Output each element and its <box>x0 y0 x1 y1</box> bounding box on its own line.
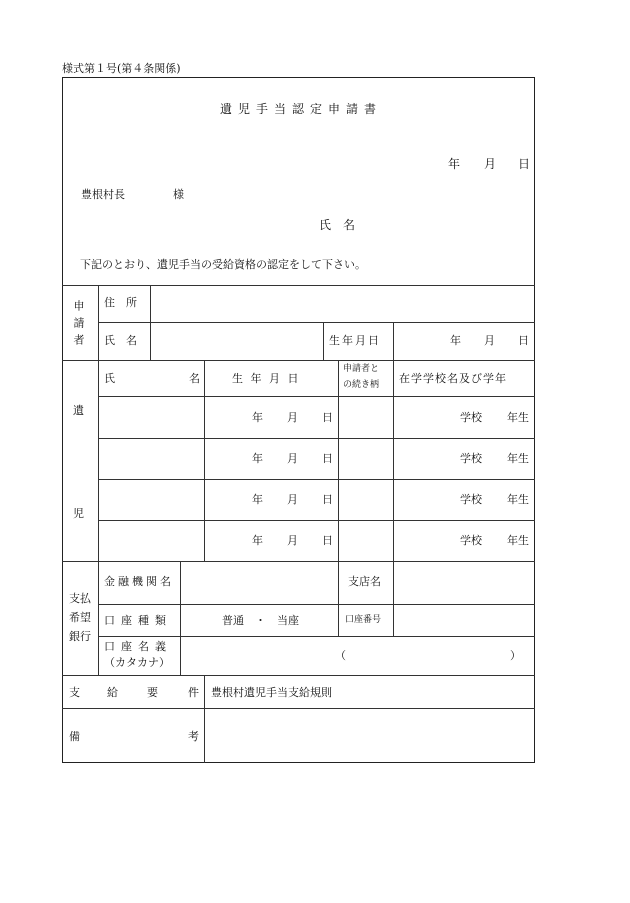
bank-section-label-1: 支払 <box>69 592 91 605</box>
orphan-header-relation-1: 申請者と <box>343 364 380 374</box>
orphan-birth-month: 月 <box>287 493 298 506</box>
orphan-birth-month: 月 <box>287 534 298 547</box>
rule-orphan-birth-col <box>338 360 339 561</box>
orphan-name-field[interactable] <box>100 481 202 518</box>
applicant-sign-label: 氏 名 <box>319 218 356 232</box>
rule-orphan-row2 <box>98 479 535 480</box>
applicant-section-label: 申請者 <box>72 300 85 351</box>
requirements-value: 豊根村遺児手当支給規則 <box>211 686 332 699</box>
orphan-grade: 年生 <box>507 493 529 506</box>
rule-birth-label-right <box>393 322 394 360</box>
rule-requirements-bottom <box>62 708 535 709</box>
orphan-header-name-left: 氏 <box>104 372 115 385</box>
branch-field[interactable] <box>395 563 533 602</box>
orphans-label-top: 遺 <box>73 404 84 417</box>
orphan-birth-year: 年 <box>252 452 263 465</box>
applicant-name-label: 氏 名 <box>104 334 137 347</box>
account-type-label: 口座種類 <box>104 614 172 627</box>
account-holder-label: 口座名義 <box>104 640 172 653</box>
institution-field[interactable] <box>182 563 336 602</box>
applicant-address-field[interactable] <box>152 287 533 320</box>
requirements-char-1: 支 <box>69 686 80 699</box>
rule-bank-label-col <box>180 561 181 675</box>
orphan-name-field[interactable] <box>100 522 202 559</box>
date-year: 年 <box>448 157 461 171</box>
account-number-field[interactable] <box>395 606 533 634</box>
bank-section-label-2: 希望 <box>69 611 91 624</box>
orphan-relation-field[interactable] <box>340 522 391 559</box>
requirements-char-2: 給 <box>107 686 118 699</box>
applicant-address-label: 住 所 <box>104 296 137 309</box>
orphan-header-relation-2: の続き柄 <box>343 380 380 390</box>
orphan-name-field[interactable] <box>100 440 202 477</box>
bank-section-label-3: 銀行 <box>69 630 91 643</box>
orphan-birth-year: 年 <box>252 411 263 424</box>
branch-label: 支店名 <box>348 575 381 588</box>
orphan-school: 学校 <box>460 411 482 424</box>
form-title: 遺児手当認定申請書 <box>220 102 383 116</box>
applicant-name-field[interactable] <box>152 324 321 358</box>
account-type-options[interactable]: 普通 ・ 当座 <box>222 614 299 627</box>
institution-label: 金融機関名 <box>104 575 174 588</box>
rule-applicant-label-col <box>150 285 151 360</box>
orphan-grade: 年生 <box>507 534 529 547</box>
remarks-label-right: 考 <box>188 730 199 743</box>
account-number-label: 口座番号 <box>345 615 382 625</box>
orphan-birth-day: 日 <box>322 534 333 547</box>
requirements-char-3: 要 <box>147 686 158 699</box>
applicant-birth-month: 月 <box>484 334 495 347</box>
requirements-char-4: 件 <box>188 686 199 699</box>
rule-orphan-name-col <box>204 360 205 561</box>
addressee-honorific: 様 <box>173 188 184 201</box>
rule-header-bottom <box>62 285 535 286</box>
orphan-relation-field[interactable] <box>340 440 391 477</box>
form-label: 様式第１号(第４条関係) <box>62 62 181 75</box>
applicant-birth-year: 年 <box>450 334 461 347</box>
orphan-grade: 年生 <box>507 411 529 424</box>
rule-footer-label-col <box>204 675 205 763</box>
rule-orphans-bottom <box>62 561 535 562</box>
orphan-school: 学校 <box>460 452 482 465</box>
applicant-birth-day: 日 <box>518 334 529 347</box>
orphan-birth-day: 日 <box>322 411 333 424</box>
rule-birth-label-left <box>323 322 324 360</box>
orphan-name-field[interactable] <box>100 398 202 436</box>
intro-text: 下記のとおり、遺児手当の受給資格の認定をして下さい。 <box>80 258 366 271</box>
rule-applicant-bottom <box>62 360 535 361</box>
rule-bank-bottom <box>62 675 535 676</box>
rule-bank-row1 <box>98 604 535 605</box>
orphan-grade: 年生 <box>507 452 529 465</box>
orphan-birth-day: 日 <box>322 452 333 465</box>
orphans-label-bottom: 児 <box>73 507 84 520</box>
orphan-birth-month: 月 <box>287 411 298 424</box>
orphan-birth-day: 日 <box>322 493 333 506</box>
rule-address-bottom <box>98 322 535 323</box>
date-month: 月 <box>484 157 497 171</box>
orphan-school: 学校 <box>460 493 482 506</box>
orphan-school: 学校 <box>460 534 482 547</box>
rule-bank-mid-col <box>338 561 339 636</box>
rule-bank-row2 <box>98 636 535 637</box>
orphan-header-birthdate: 生 年 月 日 <box>232 372 301 385</box>
date-day: 日 <box>518 157 531 171</box>
applicant-birthdate-label: 生年月日 <box>329 334 381 347</box>
holder-paren-open: （ <box>335 649 346 662</box>
orphan-birth-month: 月 <box>287 452 298 465</box>
rule-bank-right-col <box>393 561 394 636</box>
orphan-header-school: 在学学校名及び学年 <box>399 372 507 385</box>
orphan-relation-field[interactable] <box>340 398 391 436</box>
remarks-label-left: 備 <box>69 730 80 743</box>
holder-paren-close: ） <box>510 649 521 662</box>
orphan-header-name-right: 名 <box>189 372 200 385</box>
orphan-birth-year: 年 <box>252 534 263 547</box>
rule-orphan-row1 <box>98 438 535 439</box>
rule-section-col <box>98 285 99 675</box>
orphan-relation-field[interactable] <box>340 481 391 518</box>
addressee-name: 豊根村長 <box>81 188 125 201</box>
account-holder-kana-label: （カタカナ） <box>104 656 170 669</box>
remarks-field[interactable] <box>206 710 533 761</box>
rule-orphan-row3 <box>98 520 535 521</box>
rule-orphan-header <box>98 396 535 397</box>
rule-orphan-relation-col <box>393 360 394 561</box>
orphan-birth-year: 年 <box>252 493 263 506</box>
